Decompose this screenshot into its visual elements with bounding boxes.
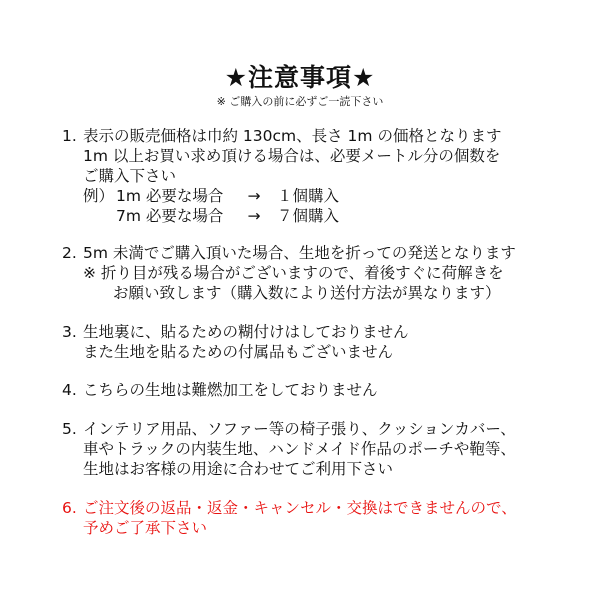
item-line: 予めご了承下さい (83, 519, 208, 537)
item-number: 6. (62, 499, 77, 517)
item-number: 3. (62, 323, 77, 341)
example-need: 1m 必要な場合 (116, 187, 224, 205)
item-line: また生地を貼るための付属品もございません (83, 343, 394, 361)
arrow-icon: → (247, 207, 261, 225)
item-number: 5. (62, 420, 77, 438)
example-result: １個購入 (277, 187, 340, 205)
item-note: お願い致します（購入数により送付方法が異なります） (113, 284, 501, 302)
item-number: 4. (62, 381, 77, 399)
notice-subtitle: ※ ご購入の前に必ずご一読下さい (216, 95, 384, 108)
notice-item-1 (62, 126, 501, 226)
item-note: ※ 折り目が残る場合がございますので、着後すぐに荷解きを (83, 264, 504, 282)
notice-item-2 (62, 243, 516, 303)
item-line: 表示の販売価格は巾約 130cm、長さ 1m の価格となります (83, 127, 502, 145)
item-line: ご購入下さい (83, 167, 177, 185)
notice-item-6 (62, 498, 517, 538)
item-line: インテリア用品、ソファー等の椅子張り、クッションカバー、 (83, 420, 516, 438)
item-number: 1. (62, 127, 77, 145)
item-number: 2. (62, 244, 77, 262)
item-line: ご注文後の返品・返金・キャンセル・交換はできませんので、 (83, 499, 517, 517)
notice-title: ★注意事項★ (224, 63, 376, 92)
notice-item-3 (62, 322, 409, 362)
item-line: 5m 未満でご購入頂いた場合、生地を折っての発送となります (83, 244, 516, 262)
example-need: 7m 必要な場合 (116, 207, 224, 225)
example-row (62, 186, 501, 206)
example-result: ７個購入 (277, 207, 340, 225)
item-line: 車やトラックの内装生地、ハンドメイド作品のポーチや鞄等、 (83, 440, 516, 458)
arrow-icon: → (247, 187, 261, 205)
item-line: こちらの生地は難燃加工をしておりません (83, 381, 378, 399)
example-row (62, 206, 501, 226)
item-line: 生地はお客様の用途に合わせてご利用下さい (83, 460, 394, 478)
example-prefix: 例） (83, 187, 115, 205)
notice-item-5 (62, 419, 516, 479)
notice-item-4 (62, 380, 378, 400)
item-line: 1m 以上お買い求め頂ける場合は、必要メートル分の個数を (83, 147, 501, 165)
item-line: 生地裏に、貼るための糊付けはしておりません (83, 323, 409, 341)
